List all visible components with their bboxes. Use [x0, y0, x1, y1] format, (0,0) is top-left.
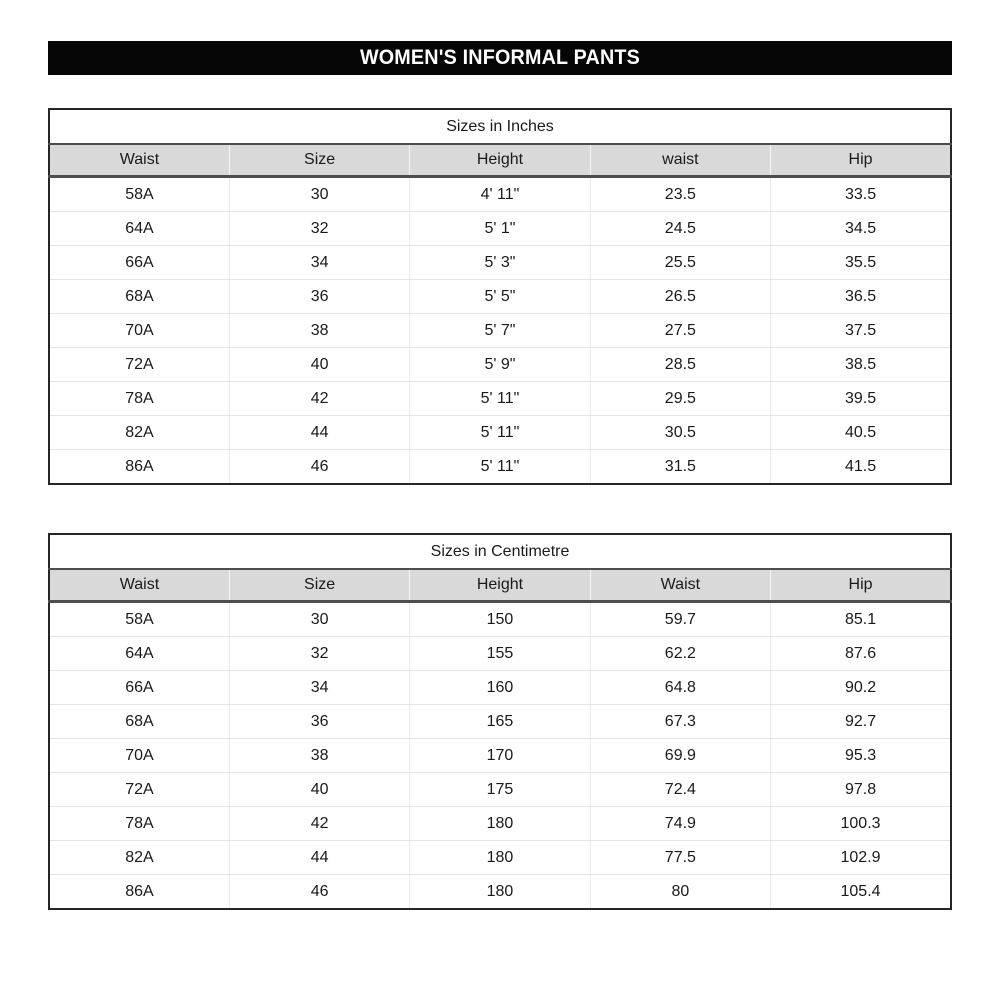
column-header: Height	[410, 144, 590, 177]
table-cell: 85.1	[771, 602, 951, 637]
column-header: Height	[410, 569, 590, 602]
inches-size-table	[48, 108, 952, 485]
table-cell: 44	[229, 416, 409, 450]
table-cell: 175	[410, 773, 590, 807]
column-header: Waist	[590, 569, 770, 602]
column-header: Waist	[49, 144, 229, 177]
table-cell: 31.5	[590, 450, 770, 485]
column-header: Size	[229, 569, 409, 602]
table-cell: 5' 3"	[410, 246, 590, 280]
table-cell: 44	[229, 841, 409, 875]
inches-table-title-row	[49, 109, 951, 144]
table-cell: 165	[410, 705, 590, 739]
table-cell: 46	[229, 450, 409, 485]
table-cell: 34	[229, 246, 409, 280]
table-cell: 24.5	[590, 212, 770, 246]
table-row	[49, 705, 951, 739]
table-cell: 102.9	[771, 841, 951, 875]
table-cell: 34	[229, 671, 409, 705]
table-cell: 5' 11"	[410, 450, 590, 485]
table-cell: 78A	[49, 807, 229, 841]
table-cell: 40.5	[771, 416, 951, 450]
table-row	[49, 416, 951, 450]
table-cell: 38	[229, 739, 409, 773]
table-cell: 59.7	[590, 602, 770, 637]
table-cell: 74.9	[590, 807, 770, 841]
table-cell: 67.3	[590, 705, 770, 739]
table-cell: 68A	[49, 705, 229, 739]
table-cell: 105.4	[840, 882, 881, 900]
table-cell: 64.8	[590, 671, 770, 705]
table-row	[49, 602, 951, 637]
table-cell: 66A	[49, 246, 229, 280]
table-cell: 38.5	[771, 348, 951, 382]
centimetre-table-section	[48, 533, 952, 910]
table-cell: 58A	[49, 602, 229, 637]
table-cell: 30	[229, 602, 409, 637]
table-cell: 39.5	[771, 382, 951, 416]
table-cell: 180	[410, 807, 590, 841]
table-cell: 5' 5"	[410, 280, 590, 314]
table-cell: 68A	[49, 280, 229, 314]
table-cell: 180	[410, 841, 590, 875]
inches-table-body	[49, 177, 951, 485]
table-cell: 40	[229, 348, 409, 382]
table-cell: 27.5	[590, 314, 770, 348]
centimetre-table-title: Sizes in Centimetre	[49, 534, 951, 569]
table-cell: 30.5	[590, 416, 770, 450]
table-cell: 4' 11"	[410, 177, 590, 212]
column-header: Size	[229, 144, 409, 177]
table-cell: 5' 11"	[410, 416, 590, 450]
table-row	[49, 739, 951, 773]
inches-table-title: Sizes in Inches	[49, 109, 951, 144]
table-cell: 78A	[49, 382, 229, 416]
table-cell: 64A	[49, 212, 229, 246]
table-cell: 62.2	[590, 637, 770, 671]
table-cell: 36	[229, 705, 409, 739]
table-cell: 87.6	[771, 637, 951, 671]
centimetre-table-title-row	[49, 534, 951, 569]
table-cell: 90.2	[771, 671, 951, 705]
page-title: WOMEN'S INFORMAL PANTS	[359, 46, 641, 69]
table-cell: 64A	[49, 637, 229, 671]
table-cell: 34.5	[771, 212, 951, 246]
inches-table-section	[48, 108, 952, 485]
table-cell: 5' 7"	[410, 314, 590, 348]
table-cell: 72.4	[590, 773, 770, 807]
table-cell: 86A	[49, 450, 229, 485]
table-cell: 72A	[49, 773, 229, 807]
table-row	[49, 280, 951, 314]
table-cell: 42	[229, 807, 409, 841]
table-cell: 69.9	[590, 739, 770, 773]
table-row	[49, 671, 951, 705]
table-cell: 40	[229, 773, 409, 807]
table-cell: 37.5	[771, 314, 951, 348]
table-cell: 160	[410, 671, 590, 705]
column-header: waist	[590, 144, 770, 177]
table-cell: 180	[410, 875, 590, 910]
table-cell: 150	[410, 602, 590, 637]
table-cell: 5' 9"	[410, 348, 590, 382]
table-cell: 36.5	[771, 280, 951, 314]
table-cell: 170	[410, 739, 590, 773]
table-cell: 26.5	[590, 280, 770, 314]
table-row	[49, 875, 951, 910]
table-cell: 32	[229, 637, 409, 671]
column-header: Hip	[771, 144, 951, 177]
table-cell: 82A	[49, 841, 229, 875]
table-cell: 66A	[49, 671, 229, 705]
table-cell: 5' 1"	[410, 212, 590, 246]
table-row	[49, 450, 951, 485]
table-cell: 29.5	[590, 382, 770, 416]
inches-table-header-row	[49, 144, 951, 177]
table-cell: 36	[229, 280, 409, 314]
table-cell: 35.5	[771, 246, 951, 280]
column-header: Waist	[49, 569, 229, 602]
centimetre-size-table	[48, 533, 952, 910]
table-row	[49, 177, 951, 212]
table-row	[49, 807, 951, 841]
table-cell: 28.5	[590, 348, 770, 382]
table-cell: 5' 11"	[410, 382, 590, 416]
table-cell: 82A	[49, 416, 229, 450]
table-cell: 86A	[49, 875, 229, 910]
table-row	[49, 246, 951, 280]
table-cell: 72A	[49, 348, 229, 382]
centimetre-table-header-row	[49, 569, 951, 602]
table-cell: 77.5	[590, 841, 770, 875]
table-cell: 32	[229, 212, 409, 246]
table-row	[49, 841, 951, 875]
table-cell: 42	[229, 382, 409, 416]
table-cell: 58A	[49, 177, 229, 212]
table-cell: 46	[229, 875, 409, 910]
table-cell: 155	[410, 637, 590, 671]
title-banner	[48, 41, 952, 75]
table-cell: 92.7	[771, 705, 951, 739]
table-row	[49, 314, 951, 348]
table-cell: 80	[590, 875, 770, 910]
table-cell: 70A	[49, 739, 229, 773]
table-cell: 30	[229, 177, 409, 212]
column-header: Hip	[771, 569, 951, 602]
table-cell: 100.3	[771, 807, 951, 841]
table-row	[49, 348, 951, 382]
table-cell: 41.5	[844, 457, 877, 475]
table-cell: 70A	[49, 314, 229, 348]
centimetre-table-body	[49, 602, 951, 910]
table-cell: 23.5	[590, 177, 770, 212]
table-cell: 33.5	[771, 177, 951, 212]
table-row	[49, 212, 951, 246]
table-row	[49, 382, 951, 416]
table-cell: 97.8	[771, 773, 951, 807]
table-row	[49, 773, 951, 807]
table-cell: 25.5	[590, 246, 770, 280]
table-cell: 38	[229, 314, 409, 348]
table-row	[49, 637, 951, 671]
table-cell: 95.3	[771, 739, 951, 773]
